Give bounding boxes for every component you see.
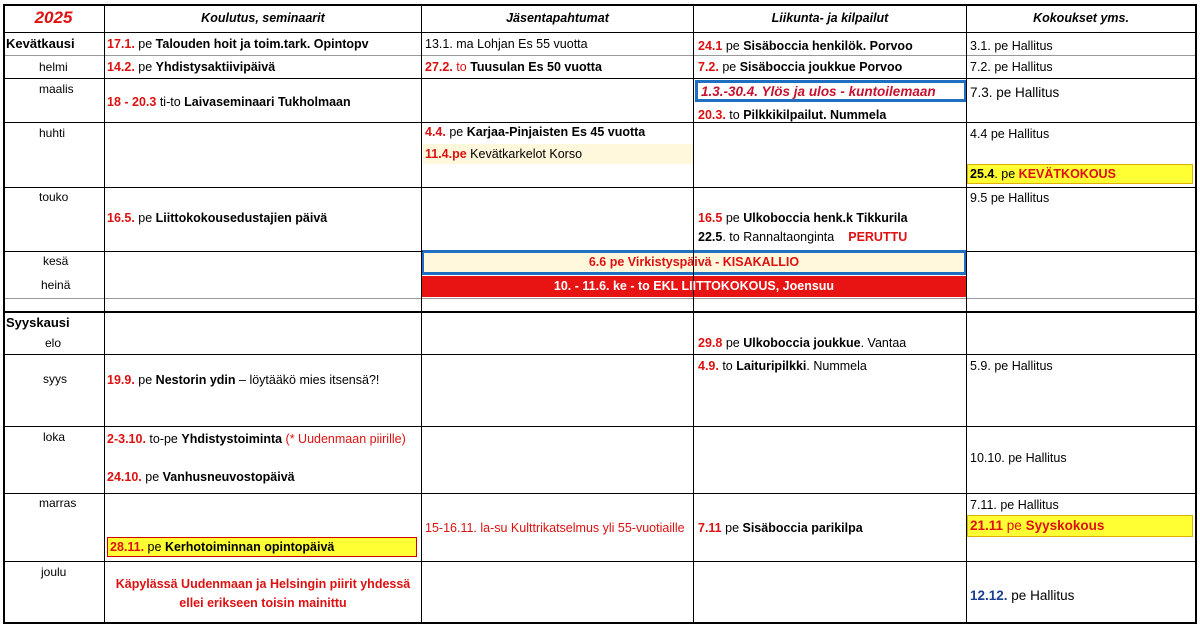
kokoukset-may: 9.5 pe Hallitus [970, 191, 1050, 205]
kokoukset-feb: 7.2. pe Hallitus [970, 60, 1053, 74]
kokoukset-nov-1: 7.11. pe Hallitus [970, 498, 1059, 512]
jasen-feb: 27.2. to Tuusulan Es 50 vuotta [425, 60, 602, 74]
month-heina: heinä [41, 278, 71, 292]
liikunta-may-1: 16.5 pe Ulkoboccia henk.k Tikkurila [698, 211, 908, 225]
kokoukset-jan: 3.1. pe Hallitus [970, 39, 1053, 53]
jasen-nov: 15-16.11. la-su Kulttrikatselmus yli 55-vuotiaille [425, 521, 685, 535]
liikunta-feb: 7.2. pe Sisäboccia joukkue Porvoo [698, 60, 903, 74]
koulutus-nov: 28.11. pe Kerhotoiminnan opintopäivä [110, 540, 335, 554]
month-joulu: joulu [41, 565, 67, 579]
jasen-apr-2: 11.4.pe Kevätkarkelot Korso [425, 147, 583, 161]
month-marras: marras [39, 496, 77, 510]
koulutus-jan: 17.1. pe Talouden hoit ja toim.tark. Opintopv [107, 37, 369, 51]
liikunta-mar-box: 1.3.-30.4. Ylös ja ulos - kuntoilemaan [701, 84, 936, 99]
liikunta-mar: 20.3. to Pilkkikilpailut. Nummela [698, 108, 887, 122]
liikunta-sep: 4.9. to Laituripilkki. Nummela [698, 359, 867, 373]
liikunta-aug: 29.8 pe Ulkoboccia joukkue. Vantaa [698, 336, 907, 350]
kokoukset-oct: 10.10. pe Hallitus [970, 451, 1067, 465]
kokoukset-mar: 7.3. pe Hallitus [970, 85, 1060, 100]
koulutus-feb: 14.2. pe Yhdistysaktiivipäivä [107, 60, 276, 74]
calendar-table [3, 4, 1197, 624]
koulutus-oct-1: 2-3.10. to-pe Yhdistystoiminta (* Uudenmaan piirille) [107, 432, 406, 446]
liikunta-nov: 7.11 pe Sisäboccia parikilpa [698, 521, 863, 535]
liikunta-jan: 24.1 pe Sisäboccia henkilök. Porvoo [698, 39, 913, 53]
koulutus-sep: 19.9. pe Nestorin ydin – löytääkö mies itsensä?! [107, 373, 380, 387]
month-maalis: maalis [39, 82, 74, 96]
column-header-liikunta: Liikunta- ja kilpailut [771, 11, 889, 25]
koulutus-dec-line2: ellei erikseen toisin mainittu [179, 596, 347, 610]
kokoukset-nov-2: 21.11 pe Syyskokous [970, 518, 1105, 533]
kokoukset-apr: 4.4 pe Hallitus [970, 127, 1050, 141]
koulutus-mar: 18 - 20.3 ti-to Laivaseminaari Tukholmaan [107, 95, 351, 109]
month-loka: loka [43, 430, 66, 444]
year-header: 2025 [34, 8, 73, 27]
kokoukset-sep: 5.9. pe Hallitus [970, 359, 1053, 373]
ekl-liittokokous-label: 10. - 11.6. ke - to EKL LIITTOKOKOUS, Joensuu [553, 279, 835, 293]
kokoukset-apr-kevatkokous: 25.4. pe KEVÄTKOKOUS [970, 167, 1116, 181]
kokoukset-dec: 12.12. pe Hallitus [970, 588, 1075, 603]
season-spring: Kevätkausi [6, 36, 75, 51]
column-header-kokoukset: Kokoukset yms. [1033, 11, 1129, 25]
month-syys: syys [43, 372, 67, 386]
column-header-koulutus: Koulutus, seminaarit [201, 11, 325, 25]
liikunta-may-2: 22.5. to Rannaltaonginta PERUTTU [698, 230, 908, 244]
jasen-jan: 13.1. ma Lohjan Es 55 vuotta [425, 37, 588, 51]
month-huhti: huhti [39, 126, 66, 140]
month-helmi: helmi [39, 60, 68, 74]
month-kesa: kesä [43, 254, 69, 268]
koulutus-dec-line1: Käpylässä Uudenmaan ja Helsingin piirit yhdessä [115, 577, 411, 591]
koulutus-oct-2: 24.10. pe Vanhusneuvostopäivä [107, 470, 295, 484]
month-touko: touko [39, 190, 69, 204]
month-elo: elo [45, 336, 62, 350]
jasen-apr-1: 4.4. pe Karjaa-Pinjaisten Es 45 vuotta [425, 125, 646, 139]
virkistyspaiva-label: 6.6 pe Virkistyspäivä - KISAKALLIO [588, 255, 800, 269]
koulutus-may: 16.5. pe Liittokokousedustajien päivä [107, 211, 328, 225]
column-header-jasentapahtumat: Jäsentapahtumat [506, 11, 609, 25]
season-autumn: Syyskausi [6, 315, 70, 330]
